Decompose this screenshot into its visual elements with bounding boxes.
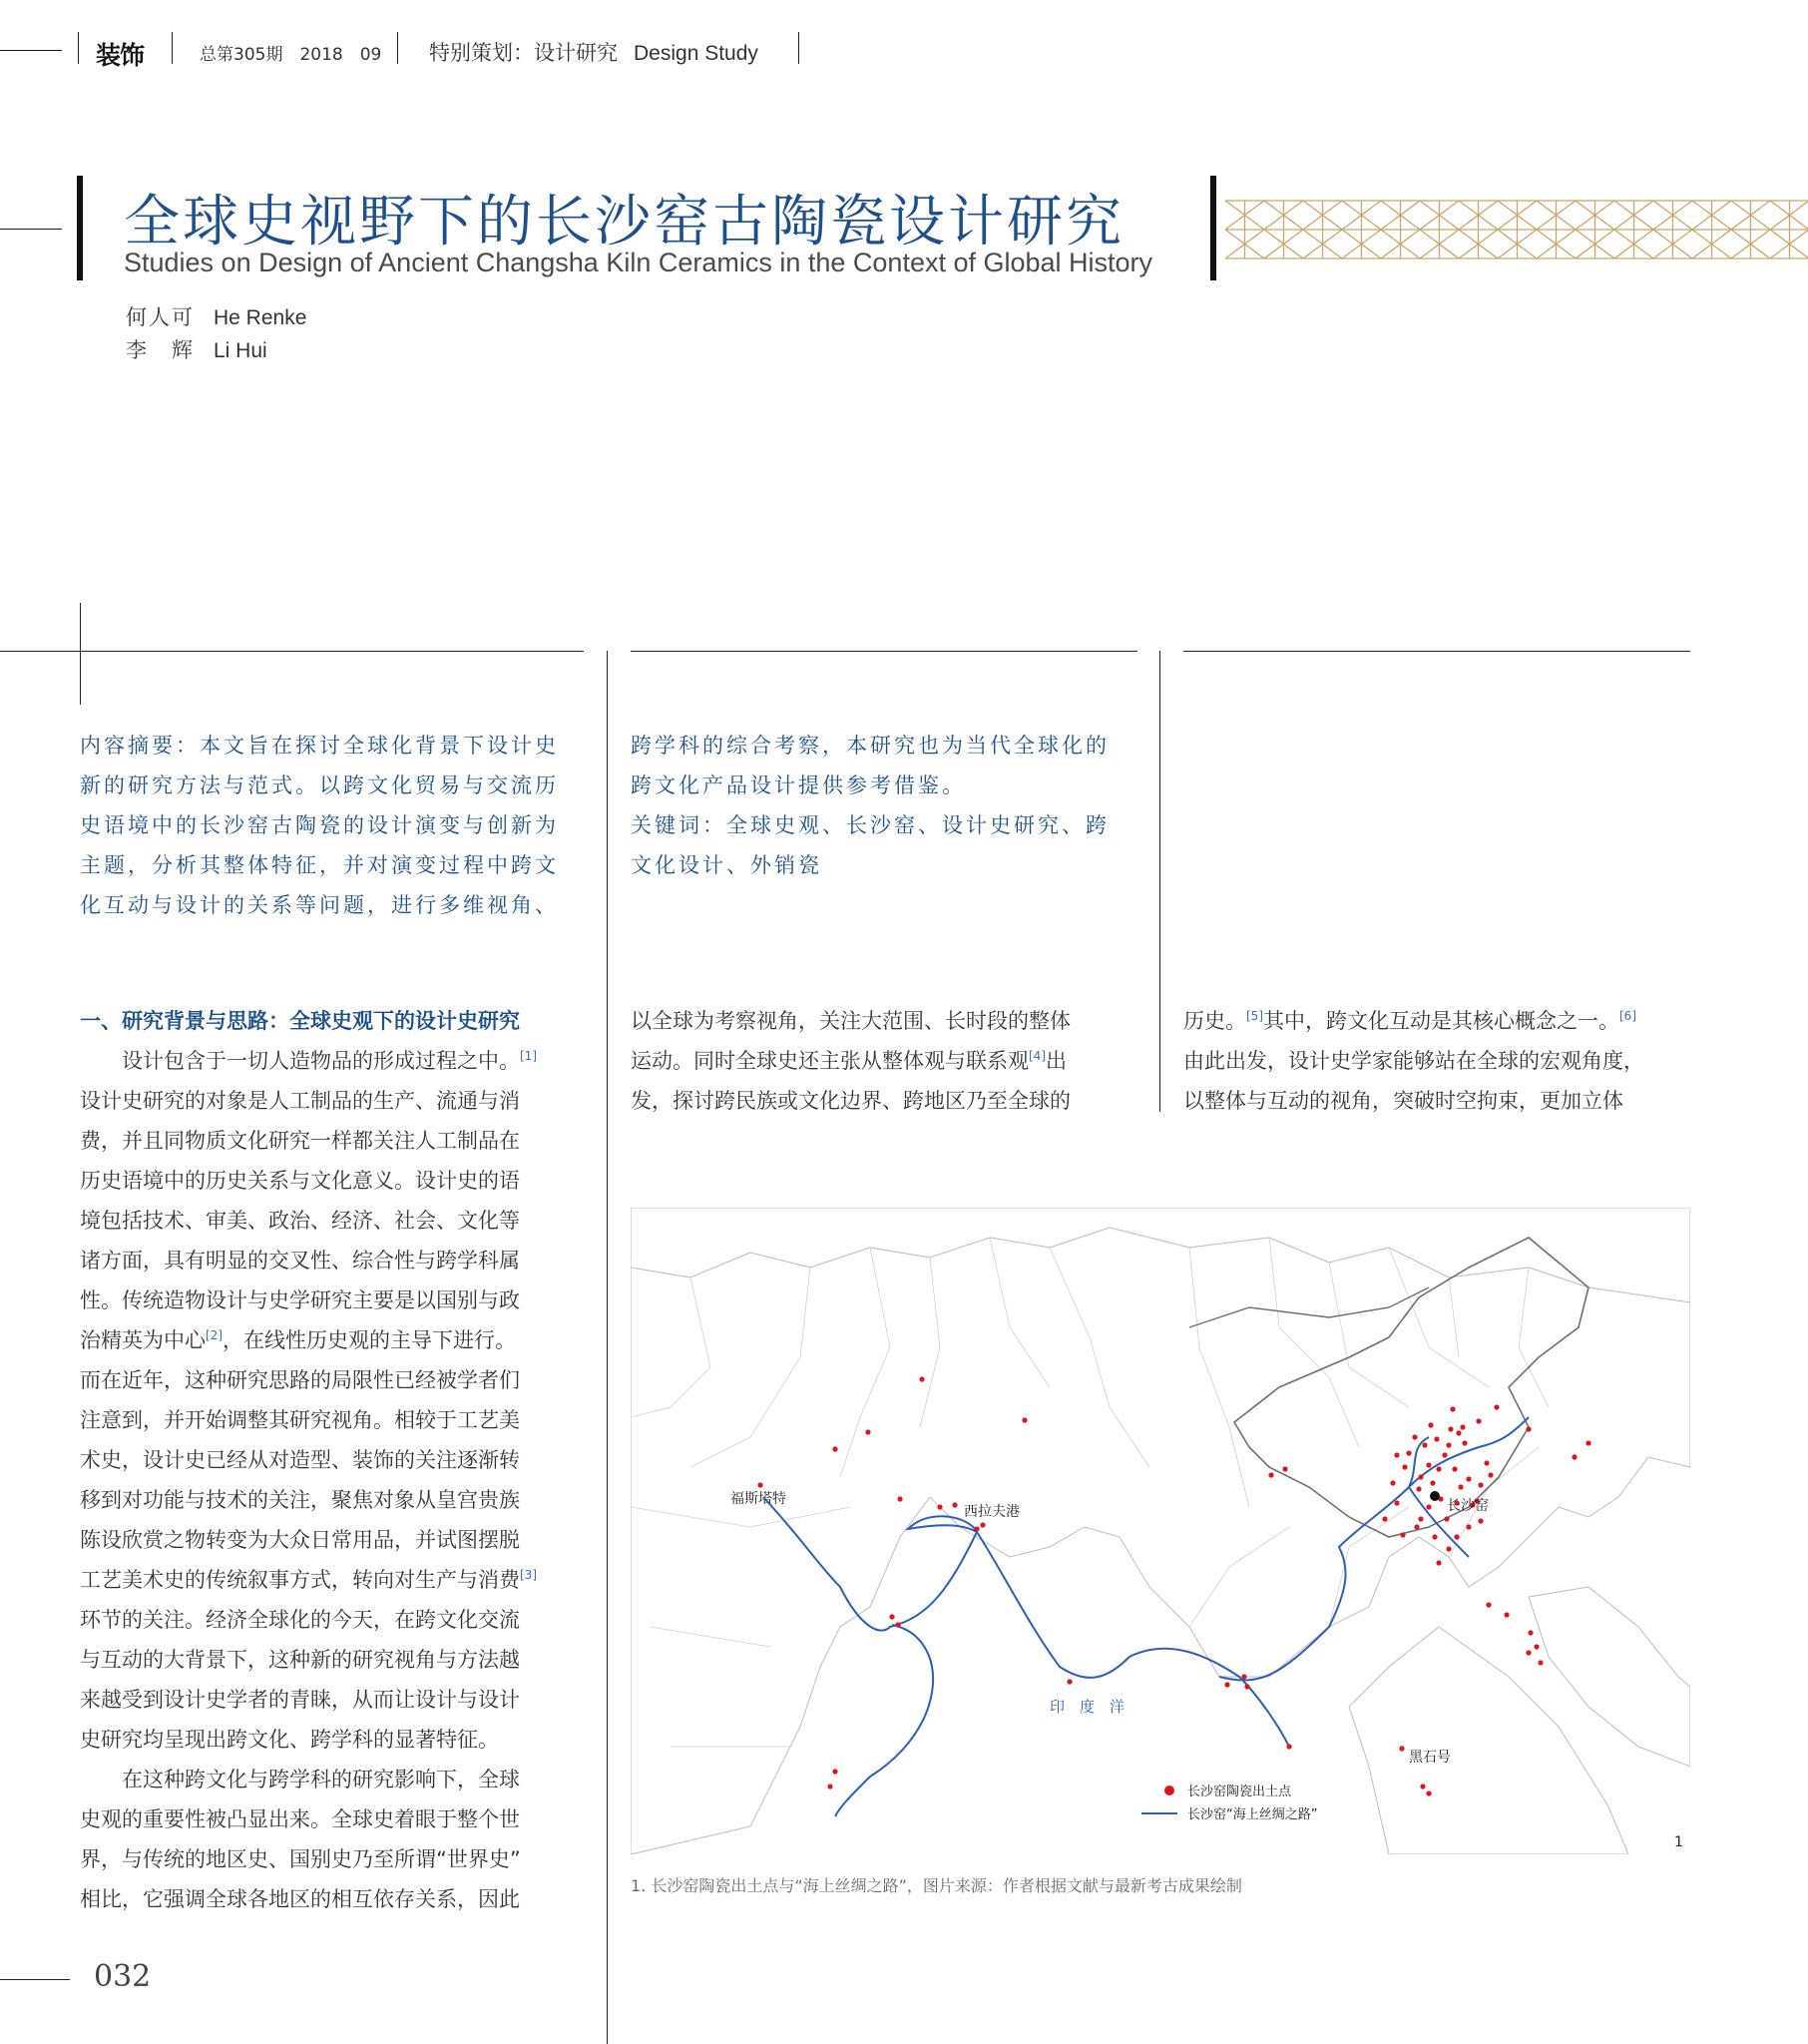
body-line bbox=[80, 1201, 587, 1241]
body-line bbox=[631, 1001, 1137, 1041]
find-spot-dot bbox=[1394, 1452, 1399, 1457]
author-2-en: Li Hui bbox=[214, 339, 267, 362]
find-spot-dot bbox=[895, 1622, 900, 1627]
column-divider-1 bbox=[607, 651, 608, 2044]
body-text-run: 运动。同时全球史还主张从整体观与联系观 bbox=[631, 1049, 1029, 1073]
section-label bbox=[429, 37, 758, 67]
body-text-run: 史观的重要性被凸显出来。全球史着眼于整个世 bbox=[80, 1807, 520, 1831]
body-col-1 bbox=[80, 1001, 587, 1919]
find-spot-dot bbox=[1432, 1534, 1437, 1539]
find-spot-dot bbox=[865, 1429, 870, 1434]
title-bar-right bbox=[1210, 176, 1216, 280]
body-line bbox=[1183, 1041, 1690, 1081]
footer-rule bbox=[0, 1979, 70, 1980]
find-spot-dot bbox=[1450, 1406, 1455, 1411]
find-spot-dot bbox=[1399, 1746, 1404, 1751]
find-spot-dot bbox=[1452, 1466, 1457, 1471]
abstract-rule-vertical bbox=[80, 603, 81, 705]
find-spot-dot bbox=[1454, 1534, 1459, 1539]
body-text-run: 而在近年，这种研究思路的局限性已经被学者们 bbox=[80, 1368, 520, 1392]
find-spot-dot bbox=[1442, 1452, 1447, 1457]
find-spot-dot bbox=[1394, 1500, 1399, 1505]
body-line bbox=[80, 1280, 587, 1320]
abstract-col-1 bbox=[80, 726, 587, 925]
body-text-run: 陈设欣赏之物转变为大众日常用品，并试图摆脱 bbox=[80, 1528, 520, 1552]
body-text-run: 历史。 bbox=[1183, 1009, 1246, 1033]
find-spot-dot bbox=[1448, 1426, 1453, 1431]
find-spot-dot bbox=[1436, 1560, 1441, 1565]
legend-dot-icon bbox=[1164, 1786, 1174, 1795]
find-spot-dot bbox=[1400, 1532, 1405, 1537]
body-line bbox=[631, 1041, 1137, 1081]
body-line bbox=[80, 1440, 587, 1480]
citation-ref[interactable]: [1] bbox=[520, 1049, 537, 1063]
find-spot-dot bbox=[1494, 1404, 1499, 1409]
journal-logo: 装饰 bbox=[96, 41, 145, 70]
body-text-run: ，在线性历史观的主导下进行。 bbox=[223, 1328, 516, 1352]
find-spot-dot bbox=[1402, 1464, 1407, 1469]
legend-points: 长沙窑陶瓷出土点 bbox=[1187, 1785, 1292, 1799]
find-spot-dot bbox=[1268, 1472, 1273, 1477]
find-spot-dot bbox=[1534, 1644, 1539, 1649]
body-line bbox=[80, 1720, 587, 1760]
body-text-run: 史研究均呈现出跨文化、跨学科的显著特征。 bbox=[80, 1728, 499, 1752]
find-spot-dot bbox=[1538, 1660, 1543, 1665]
find-spot-dot bbox=[952, 1502, 957, 1507]
find-spot-dot bbox=[1412, 1434, 1417, 1439]
body-line bbox=[80, 1400, 587, 1440]
find-spot-dot bbox=[937, 1504, 942, 1509]
find-spot-dot bbox=[1526, 1426, 1531, 1431]
figure-number: 1 bbox=[1674, 1834, 1683, 1850]
header-divider bbox=[78, 32, 79, 64]
abstract-col-2 bbox=[631, 726, 1137, 885]
find-spot-dot bbox=[1418, 1516, 1423, 1521]
body-text-run: 境包括技术、审美、政治、经济、社会、文化等 bbox=[80, 1209, 520, 1233]
author-1-en: He Renke bbox=[214, 306, 307, 329]
figure-caption: 1. 长沙窑陶瓷出土点与“海上丝绸之路”，图片来源：作者根据文献与最新考古成果绘制 bbox=[631, 1876, 1242, 1895]
body-line bbox=[80, 1799, 587, 1839]
body-text-run: 在这种跨文化与跨学科的研究影响下，全球 bbox=[122, 1768, 520, 1791]
find-spot-dot bbox=[1488, 1472, 1493, 1477]
body-text-run: 注意到，并开始调整其研究视角。相较于工艺美 bbox=[80, 1408, 520, 1432]
find-spot-dot bbox=[1286, 1744, 1291, 1749]
body-text-run: 设计史研究的对象是人工制品的生产、流通与消 bbox=[80, 1089, 520, 1113]
find-spot-dot bbox=[1460, 1424, 1465, 1429]
find-spot-dot bbox=[832, 1446, 837, 1451]
body-line bbox=[80, 1121, 587, 1161]
body-text-run: 出 bbox=[1046, 1049, 1067, 1073]
author-2-cn: 李 辉 bbox=[126, 338, 195, 362]
find-spot-dot bbox=[889, 1614, 894, 1619]
label-siraf: 西拉夫港 bbox=[964, 1504, 1020, 1520]
body-line bbox=[80, 1081, 587, 1121]
body-col-3 bbox=[1183, 1001, 1690, 1121]
body-text-run: 历史语境中的历史关系与文化意义。设计史的语 bbox=[80, 1169, 520, 1193]
find-spot-dot bbox=[1486, 1602, 1491, 1607]
find-spot-dot bbox=[1436, 1466, 1441, 1471]
body-text-run: 以全球为考察视角，关注大范围、长时段的整体 bbox=[631, 1009, 1071, 1033]
body-text-run: 界，与传统的地区史、国别史乃至所谓“世界史” bbox=[80, 1847, 521, 1871]
find-spot-dot bbox=[1504, 1612, 1509, 1617]
citation-ref[interactable]: [2] bbox=[206, 1328, 223, 1342]
body-line bbox=[631, 1081, 1137, 1121]
find-spot-dot bbox=[1418, 1474, 1423, 1479]
find-spot-dot bbox=[1420, 1784, 1425, 1788]
body-line bbox=[80, 1161, 587, 1201]
find-spot-dot bbox=[827, 1784, 832, 1788]
body-line bbox=[80, 1360, 587, 1400]
abstract-line: 主题，分析其整体特征，并对演变过程中跨文 bbox=[80, 853, 559, 877]
body-text-run: 由此出发，设计史学家能够站在全球的宏观角度， bbox=[1183, 1049, 1644, 1073]
body-line bbox=[80, 1760, 587, 1799]
abstract-line: 内容摘要：本文旨在探讨全球化背景下设计史 bbox=[80, 734, 559, 758]
decorative-pattern bbox=[1225, 200, 1808, 259]
find-spot-dot bbox=[1526, 1650, 1531, 1655]
find-spot-dot bbox=[897, 1496, 902, 1501]
body-line bbox=[80, 1839, 587, 1879]
find-spot-dot bbox=[1484, 1460, 1489, 1465]
find-spot-dot bbox=[1446, 1546, 1451, 1551]
find-spot-dot bbox=[1422, 1442, 1427, 1447]
find-spot-dot bbox=[1224, 1682, 1229, 1687]
find-spot-dot bbox=[1382, 1516, 1387, 1521]
header-divider bbox=[798, 32, 799, 64]
abstract-line: 跨学科的综合考察，本研究也为当代全球化的 bbox=[631, 734, 1110, 758]
find-spot-dot bbox=[1462, 1440, 1467, 1445]
find-spot-dot bbox=[1458, 1484, 1463, 1489]
body-line bbox=[80, 1560, 587, 1600]
find-spot-dot bbox=[1572, 1454, 1577, 1459]
label-heishi: 黑石号 bbox=[1409, 1750, 1451, 1766]
find-spot-dot bbox=[1466, 1476, 1471, 1481]
find-spot-dot bbox=[1426, 1462, 1431, 1467]
abstract-line: 新的研究方法与范式。以跨文化贸易与交流历 bbox=[80, 773, 559, 797]
find-spot-dot bbox=[1456, 1430, 1461, 1435]
find-spot-dot bbox=[1444, 1516, 1449, 1521]
find-spot-dot bbox=[832, 1769, 837, 1774]
header-rule-left bbox=[0, 50, 62, 51]
find-spot-dot bbox=[919, 1376, 924, 1381]
find-spot-dot bbox=[1478, 1518, 1483, 1523]
find-spot-dot bbox=[1476, 1418, 1481, 1423]
find-spot-dot bbox=[1426, 1790, 1431, 1795]
find-spot-dot bbox=[1466, 1524, 1471, 1529]
citation-ref[interactable]: [3] bbox=[520, 1568, 537, 1582]
body-col-1-lines bbox=[80, 1041, 587, 1919]
find-spot-dot bbox=[974, 1526, 979, 1531]
body-line bbox=[80, 1241, 587, 1280]
author-1-cn: 何人可 bbox=[126, 305, 195, 329]
body-text-run: 环节的关注。经济全球化的今天，在跨文化交流 bbox=[80, 1608, 520, 1632]
keywords-line: 关键词：全球史观、长沙窑、设计史研究、跨 bbox=[631, 813, 1110, 837]
body-line bbox=[80, 1041, 587, 1081]
citation-ref[interactable]: [4] bbox=[1029, 1049, 1046, 1063]
body-line bbox=[1183, 1001, 1690, 1041]
body-line bbox=[80, 1640, 587, 1680]
body-text-run: 设计包含于一切人造物品的形成过程之中。 bbox=[122, 1049, 520, 1073]
find-spot-dot bbox=[1428, 1422, 1433, 1427]
body-text-run: 诸方面，具有明显的交叉性、综合性与跨学科属 bbox=[80, 1249, 520, 1273]
title-rule-left bbox=[0, 229, 62, 230]
find-spot-dot bbox=[1067, 1679, 1072, 1684]
find-spot-dot bbox=[1478, 1482, 1483, 1487]
column-divider-2 bbox=[1159, 651, 1160, 1112]
body-text-run: 移到对功能与技术的关注，聚焦对象从皇宫贵族 bbox=[80, 1488, 520, 1512]
body-text-run: 以整体与互动的视角，突破时空拘束，更加立体 bbox=[1183, 1089, 1623, 1113]
find-spot-dot bbox=[1282, 1466, 1287, 1471]
legend-route: 长沙窑“海上丝绸之路” bbox=[1187, 1807, 1318, 1822]
body-text-run: 发，探讨跨民族或文化边界、跨地区乃至全球的 bbox=[631, 1089, 1071, 1113]
find-spot-dot bbox=[1434, 1436, 1439, 1441]
label-changsha: 长沙窑 bbox=[1447, 1498, 1489, 1514]
find-spot-dot bbox=[757, 1482, 762, 1487]
article-title-en: Studies on Design of Ancient Changsha Kiln Ceramics in the Context of Global History bbox=[124, 248, 1153, 277]
body-text-run: 来越受到设计史学者的青睐，从而让设计与设计 bbox=[80, 1688, 520, 1712]
column-rule-1 bbox=[0, 651, 584, 652]
section-label-en: Design Study bbox=[634, 42, 758, 65]
find-spot-dot bbox=[1244, 1684, 1249, 1689]
body-line bbox=[80, 1879, 587, 1919]
body-line bbox=[80, 1320, 587, 1360]
header-divider bbox=[172, 32, 173, 64]
page-number: 032 bbox=[94, 1959, 152, 1994]
land-outlines bbox=[631, 1208, 1690, 1854]
label-indian-ocean: 印 度 洋 bbox=[1050, 1698, 1126, 1716]
issue-info: 总第305期 2018 09 bbox=[200, 45, 382, 65]
abstract-line: 化互动与设计的关系等问题，进行多维视角、 bbox=[80, 893, 559, 917]
body-line bbox=[80, 1480, 587, 1520]
body-text-run: 其中，跨文化互动是其核心概念之一。 bbox=[1263, 1009, 1619, 1033]
column-rule-3 bbox=[1183, 651, 1690, 652]
author-1 bbox=[126, 301, 306, 331]
find-spot-dot bbox=[1416, 1486, 1421, 1491]
header-divider bbox=[397, 32, 398, 64]
changsha-kiln-marker bbox=[1430, 1491, 1440, 1501]
find-spot-dot bbox=[1414, 1524, 1419, 1529]
citation-ref[interactable]: [5] bbox=[1246, 1009, 1263, 1023]
article-title-cn: 全球史视野下的长沙窑古陶瓷设计研究 bbox=[124, 190, 1125, 255]
find-spot-dot bbox=[1022, 1417, 1027, 1422]
find-spot-dot bbox=[1528, 1630, 1533, 1635]
find-spot-dot bbox=[1446, 1442, 1451, 1447]
find-spot-dot bbox=[1585, 1440, 1590, 1445]
body-col-2 bbox=[631, 1001, 1137, 1121]
body-text-run: 与互动的大背景下，这种新的研究视角与方法越 bbox=[80, 1648, 520, 1672]
find-spot-dot bbox=[1241, 1674, 1246, 1679]
body-line bbox=[80, 1680, 587, 1720]
find-spot-dot bbox=[1430, 1480, 1435, 1485]
body-text-run: 治精英为中心 bbox=[80, 1328, 206, 1352]
body-text-run: 工艺美术史的传统叙事方式，转向对生产与消费 bbox=[80, 1568, 520, 1592]
find-spot-dot bbox=[1426, 1504, 1431, 1509]
find-spot-dot bbox=[1406, 1450, 1411, 1455]
body-text-run: 费，并且同物质文化研究一样都关注人工制品在 bbox=[80, 1129, 520, 1153]
author-2 bbox=[126, 334, 267, 364]
label-fustat: 福斯塔特 bbox=[730, 1491, 786, 1507]
body-text-run: 性。传统造物设计与史学研究主要是以国别与政 bbox=[80, 1288, 520, 1312]
body-text-run: 相比，它强调全球各地区的相互依存关系，因此 bbox=[80, 1887, 520, 1911]
body-line bbox=[80, 1600, 587, 1640]
find-spot-dot bbox=[1390, 1480, 1395, 1485]
abstract-line: 跨文化产品设计提供参考借鉴。 bbox=[631, 773, 966, 797]
abstract-line: 史语境中的长沙窑古陶瓷的设计演变与创新为 bbox=[80, 813, 559, 837]
column-rule-2 bbox=[631, 651, 1137, 652]
body-line bbox=[1183, 1081, 1690, 1121]
title-bar-left bbox=[77, 176, 83, 280]
map-figure bbox=[631, 1208, 1690, 1854]
keywords-line: 文化设计、外销瓷 bbox=[631, 853, 822, 877]
section-label-cn: 特别策划：设计研究 bbox=[429, 41, 618, 65]
section-heading: 一、研究背景与思路：全球史观下的设计史研究 bbox=[80, 1009, 520, 1033]
body-line bbox=[80, 1520, 587, 1560]
citation-ref[interactable]: [6] bbox=[1619, 1009, 1636, 1023]
body-text-run: 术史，设计史已经从对造型、装饰的关注逐渐转 bbox=[80, 1448, 520, 1472]
find-spot-dot bbox=[980, 1522, 985, 1527]
